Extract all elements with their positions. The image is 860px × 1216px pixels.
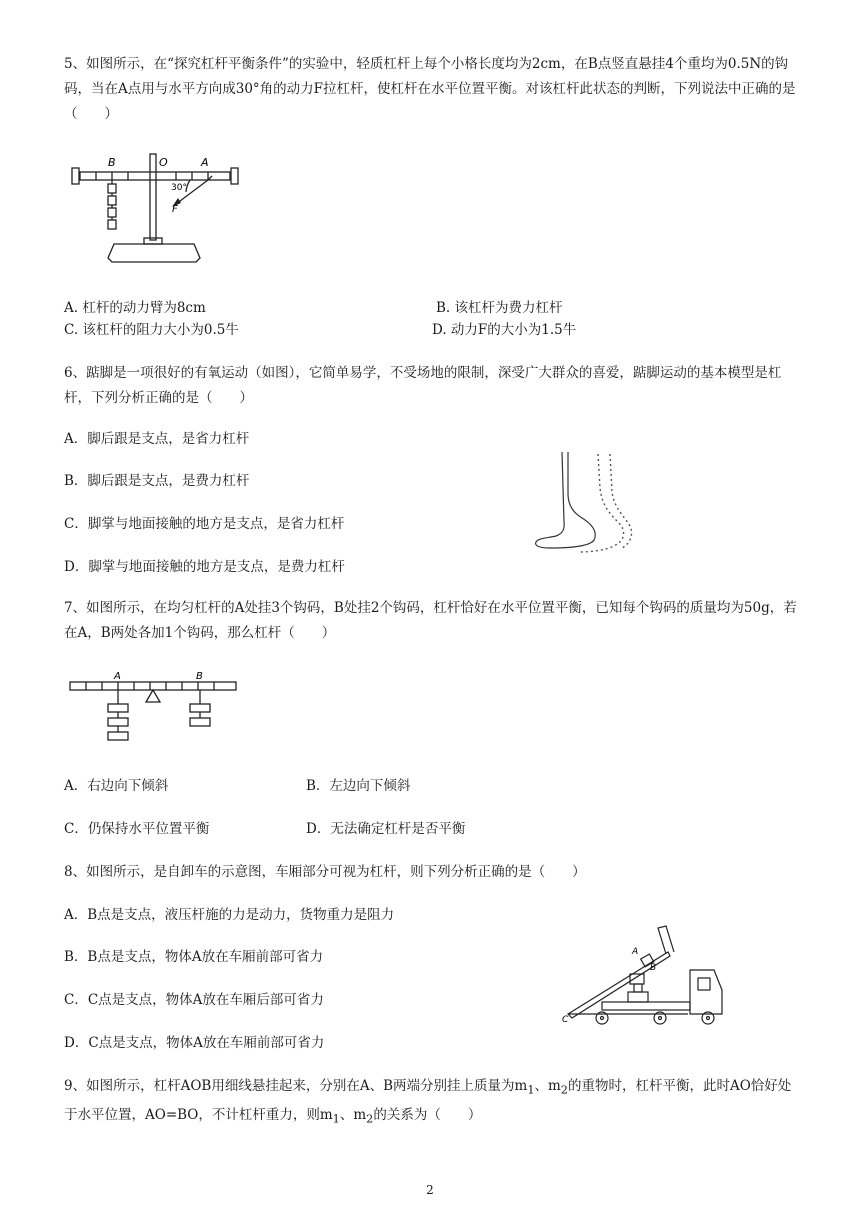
q7-label-b: B [196, 671, 203, 682]
q5-right-nut [231, 168, 238, 184]
question-5-stem: 5、如图所示，在“探究杠杆平衡条件”的实验中，轻质杠杆上每个小格长度均为2cm，在B点竖直悬挂4个重均为0.5N的钩码，当在A点用与水平方向成30°角的动力F拉杠杆，使杠杆在水平位置平衡。对该杠杆此状态的判断，下列说法中正确的是（ ） [64, 56, 796, 122]
q8-hydraulic-ram [628, 992, 648, 1002]
question-8-stem: 8、如图所示，是自卸车的示意图，车厢部分可视为杠杆，则下列分析正确的是（ ） [64, 864, 586, 880]
q5-label-angle: 30° [171, 183, 187, 193]
q8-option-c[interactable]: C．C点是支点，物体A放在车厢后部可省力 [64, 992, 324, 1008]
q8-option-d[interactable]: D．C点是支点，物体A放在车厢前部可省力 [64, 1035, 325, 1051]
q5-option-a[interactable]: A. 杠杆的动力臂为8cm [64, 300, 206, 316]
q5-option-b[interactable]: B. 该杠杆为费力杠杆 [436, 300, 563, 316]
question-9-stem: 9、如图所示，杠杆AOB用细线悬挂起来，分别在A、B两端分别挂上质量为$m_1$、$m_2$的重物时，杠杆平衡，此时AO恰好处于水平位置，AO=BO，不计杠杆重力，则$m_1$、$m_2$的关系为（ ） [64, 1078, 792, 1126]
q6-foot-outline [536, 452, 596, 548]
q5-left-nut [72, 168, 79, 184]
q5-label-f: F [172, 204, 178, 215]
question-7-stem: 7、如图所示，在均匀杠杆的A处挂3个钩码，B处挂2个钩码，杠杆恰好在水平位置平衡，已知每个钩码的质量均为50g，若在A，B两处各加1个钩码，那么杠杆（ ） [64, 600, 797, 641]
q6-option-c[interactable]: C．脚掌与地面接触的地方是支点，是省力杠杆 [64, 516, 345, 532]
q6-tiptoe-foot-figure [532, 448, 644, 558]
q5-option-c[interactable]: C. 该杠杆的阻力大小为0.5牛 [64, 322, 239, 338]
q8-label-c: C [562, 1015, 569, 1025]
q6-option-b[interactable]: B．脚后跟是支点，是费力杠杆 [64, 473, 250, 489]
question-6-stem: 6、踮脚是一项很好的有氧运动（如图），它简单易学，不受场地的限制，深受广大群众的喜爱，踮脚运动的基本模型是杠杆，下列分析正确的是（ ） [64, 365, 782, 406]
q7-label-a: A [114, 671, 121, 682]
q5-option-d[interactable]: D. 动力F的大小为1.5牛 [432, 322, 577, 338]
q8-label-a: A [632, 947, 639, 957]
q5-label-b: B [108, 156, 116, 169]
q5-stand-post [150, 154, 156, 240]
q8-truck-cab [690, 970, 722, 1014]
q7-lever-figure [66, 668, 242, 748]
q8-option-b[interactable]: B．B点是支点，物体A放在车厢前部可省力 [64, 949, 324, 965]
q8-label-b: B [650, 963, 657, 973]
q8-option-a[interactable]: A．B点是支点，液压杆施的力是动力，货物重力是阻力 [64, 907, 395, 923]
q6-raised-heel-outline [580, 454, 624, 552]
q6-option-a[interactable]: A．脚后跟是支点，是省力杠杆 [64, 431, 250, 447]
q8-truck-bed [568, 952, 670, 1018]
q5-label-o: O [159, 156, 168, 169]
q5-label-a: A [201, 156, 209, 169]
page-number: 2 [426, 1183, 434, 1197]
q6-option-d[interactable]: D．脚掌与地面接触的地方是支点，是费力杠杆 [64, 559, 345, 575]
q7-pivot [146, 690, 160, 702]
q8-dump-truck-figure [562, 922, 726, 1026]
q7-option-b[interactable]: B．左边向下倾斜 [306, 778, 411, 794]
q5-lever-figure [66, 148, 246, 266]
q5-stand-base [108, 244, 200, 262]
q7-option-c[interactable]: C．仍保持水平位置平衡 [64, 821, 210, 837]
q7-option-d[interactable]: D．无法确定杠杆是否平衡 [306, 821, 466, 837]
q7-option-a[interactable]: A．右边向下倾斜 [64, 778, 169, 794]
